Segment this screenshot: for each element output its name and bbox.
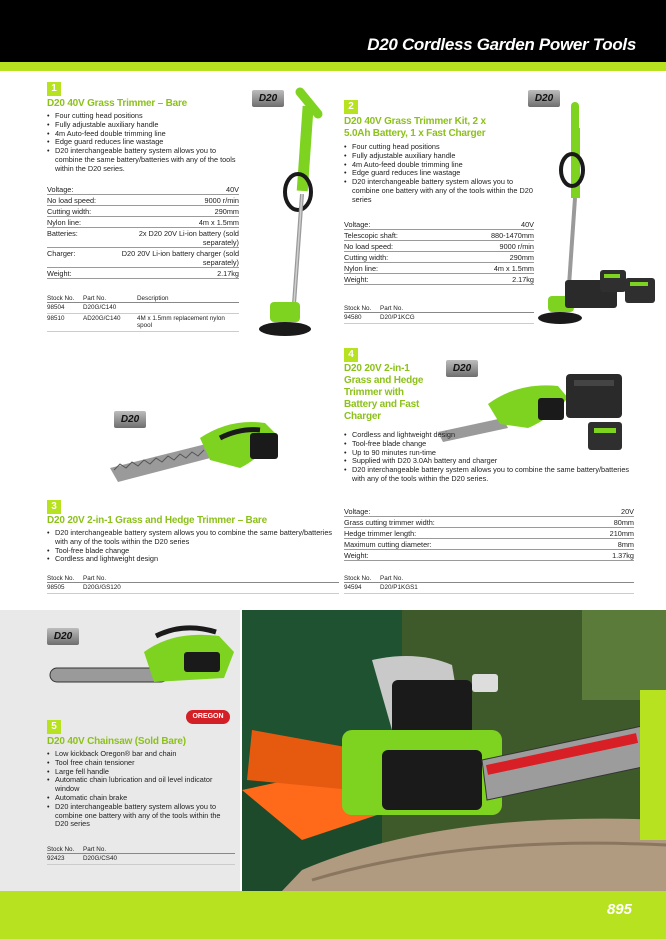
spec-value: 2x D20 20V Li-ion battery (sold separately) xyxy=(138,229,239,247)
stock-cell-stock: 98510 xyxy=(47,314,65,322)
d20-logo: D20 xyxy=(47,628,79,645)
spec-value: 20V xyxy=(621,507,634,516)
feature-item: • Cordless and lightweight design xyxy=(47,555,337,564)
stock-cell-part: D20G/C140 xyxy=(83,304,117,311)
stock-table xyxy=(47,846,235,865)
feature-list xyxy=(47,750,235,829)
page-number: 895 xyxy=(606,901,632,918)
spec-label: Weight: xyxy=(344,551,369,560)
stock-cell-stock: 94594 xyxy=(344,584,362,591)
spec-row xyxy=(47,195,239,206)
spec-row xyxy=(344,252,534,263)
stock-table-header xyxy=(47,575,339,583)
grass-trimmer-kit-image xyxy=(520,100,660,330)
d20-logo: D20 xyxy=(252,90,284,107)
grass-trimmer-image xyxy=(240,84,330,339)
spec-label: No load speed: xyxy=(47,196,97,205)
oregon-logo: OREGON xyxy=(186,710,230,724)
feature-item: • 4m Auto-feed double trimming line xyxy=(344,161,534,170)
stock-header-part: Part No. xyxy=(380,575,404,582)
stock-row xyxy=(344,313,534,324)
feature-item: • Supplied with D20 3.0Ah battery and charger xyxy=(344,457,640,466)
spec-value: 210mm xyxy=(609,529,634,538)
spec-label: Charger: xyxy=(47,249,76,258)
spec-label: Batteries: xyxy=(47,229,78,238)
product-title: D20 40V Grass Trimmer Kit, 2 x 5.0Ah Battery, 1 x Fast Charger xyxy=(344,116,486,139)
stock-row xyxy=(47,314,239,332)
stock-table-header xyxy=(344,575,634,583)
spec-value: D20 20V Li-ion battery charger (sold separately) xyxy=(121,249,239,267)
feature-item: • 4m Auto-feed double trimming line xyxy=(47,130,239,139)
spec-value: 4m x 1.5mm xyxy=(493,264,534,273)
stock-table xyxy=(47,295,239,332)
spec-label: Voltage: xyxy=(344,220,371,229)
stock-header-stock: Stock No. xyxy=(47,575,75,582)
spec-value: 2.17kg xyxy=(217,269,239,278)
page-header xyxy=(0,0,666,62)
stock-cell-part: AD20G/C140 xyxy=(83,314,121,322)
stock-header-desc: Description xyxy=(137,295,169,302)
spec-table xyxy=(47,184,239,279)
spec-label: Grass cutting trimmer width: xyxy=(344,518,435,527)
spec-value: 4m x 1.5mm xyxy=(198,218,239,227)
feature-item: • Cordless and lightweight design xyxy=(344,431,640,440)
stock-header-stock: Stock No. xyxy=(344,575,372,582)
d20-logo: D20 xyxy=(528,90,560,107)
spec-label: Voltage: xyxy=(47,185,74,194)
spec-value: 9000 r/min xyxy=(204,196,239,205)
spec-value: 2.17kg xyxy=(512,275,534,284)
feature-item: • Tool-free blade change xyxy=(47,547,337,556)
side-accent-strip xyxy=(640,690,666,840)
spec-row xyxy=(344,241,534,252)
stock-cell-stock: 98505 xyxy=(47,584,65,591)
feature-item: • D20 interchangeable battery system allows you to combine the same battery/batteries with any of the tools within the D20 series. xyxy=(47,147,239,173)
product-number-badge: 2 xyxy=(344,100,358,114)
product-title: D20 20V 2-in-1 Grass and Hedge Trimmer with Battery and Fast Charger xyxy=(344,363,424,422)
feature-item: • D20 interchangeable battery system allows you to combine the same battery/batteries with any of the tools within the D20 series xyxy=(47,529,337,547)
spec-label: Nylon line: xyxy=(47,218,82,227)
spec-row xyxy=(47,217,239,228)
spec-label: Cutting width: xyxy=(344,253,389,262)
feature-item: • Four cutting head positions xyxy=(344,143,534,152)
feature-item: • Fully adjustable auxiliary handle xyxy=(47,121,239,130)
spec-row xyxy=(47,206,239,217)
page-title: D20 Cordless Garden Power Tools xyxy=(367,35,636,54)
stock-cell-stock: 94580 xyxy=(344,314,362,321)
feature-item: • D20 interchangeable battery system allows you to combine one battery with any of the tools within the D20 series xyxy=(344,178,534,204)
stock-header-part: Part No. xyxy=(83,295,107,302)
spec-value: 80mm xyxy=(613,518,634,527)
chainsaw-in-use-photo xyxy=(242,610,666,891)
stock-header-part: Part No. xyxy=(83,846,107,853)
product-number-badge: 1 xyxy=(47,82,61,96)
stock-row xyxy=(47,303,239,314)
feature-list xyxy=(344,143,534,205)
spec-value: 9000 r/min xyxy=(499,242,534,251)
stock-header-part: Part No. xyxy=(380,305,404,312)
spec-label: Nylon line: xyxy=(344,264,379,273)
feature-item: • Up to 90 minutes run-time xyxy=(344,449,640,458)
spec-row xyxy=(344,550,634,561)
feature-item: • Large fell handle xyxy=(47,768,235,777)
feature-item: • Edge guard reduces line wastage xyxy=(47,138,239,147)
product-title: D20 20V 2-in-1 Grass and Hedge Trimmer – Bare xyxy=(47,515,267,526)
spec-value: 290mm xyxy=(509,253,534,262)
spec-value: 1.37kg xyxy=(612,551,634,560)
stock-table xyxy=(344,575,634,594)
stock-table xyxy=(47,575,339,594)
spec-table xyxy=(344,219,534,285)
product-number-badge: 4 xyxy=(344,348,358,362)
spec-label: Cutting width: xyxy=(47,207,92,216)
spec-row xyxy=(344,539,634,550)
spec-row xyxy=(47,184,239,195)
spec-row xyxy=(47,228,239,248)
spec-value: 290mm xyxy=(214,207,239,216)
feature-item: • D20 interchangeable battery system allows you to combine the same battery/batteries with any of the tools within the D20 series. xyxy=(344,466,640,484)
feature-list xyxy=(47,112,239,174)
feature-item: • Four cutting head positions xyxy=(47,112,239,121)
spec-label: Maximum cutting diameter: xyxy=(344,540,432,549)
product-number-badge: 3 xyxy=(47,500,61,514)
stock-header-stock: Stock No. xyxy=(344,305,372,312)
stock-header-stock: Stock No. xyxy=(47,846,75,853)
feature-item: • Automatic chain lubrication and oil level indicator window xyxy=(47,776,235,794)
spec-row xyxy=(344,219,534,230)
stock-cell-part: D20G/GS120 xyxy=(83,584,121,591)
stock-table-header xyxy=(344,305,534,313)
spec-value: 40V xyxy=(521,220,534,229)
spec-label: No load speed: xyxy=(344,242,394,251)
chainsaw-image xyxy=(44,622,244,702)
spec-value: 8mm xyxy=(617,540,634,549)
stock-cell-desc: 4M x 1.5mm replacement nylon spool xyxy=(137,314,225,329)
stock-table-header xyxy=(47,295,239,303)
feature-item: • Tool free chain tensioner xyxy=(47,759,235,768)
spec-value: 880-1470mm xyxy=(491,231,534,240)
stock-cell-part: D20/P1KGS1 xyxy=(380,584,418,591)
feature-item: • Automatic chain brake xyxy=(47,794,235,803)
d20-logo: D20 xyxy=(446,360,478,377)
feature-list xyxy=(47,529,337,564)
stock-row xyxy=(344,583,634,594)
feature-item: • D20 interchangeable battery system allows you to combine one battery with any of the tools within the D20 series xyxy=(47,803,235,829)
spec-row xyxy=(47,248,239,268)
stock-header-stock: Stock No. xyxy=(47,295,75,302)
header-accent-bar xyxy=(0,62,666,71)
feature-item: • Tool-free blade change xyxy=(344,440,640,449)
product-title: D20 40V Chainsaw (Sold Bare) xyxy=(47,736,186,747)
spec-value: 40V xyxy=(226,185,239,194)
feature-list xyxy=(344,431,640,484)
spec-label: Hedge trimmer length: xyxy=(344,529,417,538)
spec-row xyxy=(344,230,534,241)
spec-row xyxy=(344,274,534,285)
spec-row xyxy=(344,506,634,517)
spec-row xyxy=(344,263,534,274)
stock-table xyxy=(344,305,534,324)
stock-cell-part: D20G/CS40 xyxy=(83,855,117,862)
stock-table-header xyxy=(47,846,235,854)
d20-logo: D20 xyxy=(114,411,146,428)
product-number-badge: 5 xyxy=(47,720,61,734)
stock-cell-part: D20/P1KCG xyxy=(380,314,415,321)
stock-row xyxy=(47,854,235,865)
spec-row xyxy=(47,268,239,279)
spec-row xyxy=(344,517,634,528)
stock-cell-stock: 98504 xyxy=(47,304,65,311)
spec-row xyxy=(344,528,634,539)
stock-row xyxy=(47,583,339,594)
page-footer xyxy=(0,891,666,939)
spec-label: Voltage: xyxy=(344,507,371,516)
spec-label: Weight: xyxy=(47,269,72,278)
spec-label: Telescopic shaft: xyxy=(344,231,398,240)
feature-item: • Edge guard reduces line wastage xyxy=(344,169,534,178)
stock-header-part: Part No. xyxy=(83,575,107,582)
stock-cell-stock: 92423 xyxy=(47,855,65,862)
spec-label: Weight: xyxy=(344,275,369,284)
feature-item: • Low kickback Oregon® bar and chain xyxy=(47,750,235,759)
feature-item: • Fully adjustable auxiliary handle xyxy=(344,152,534,161)
product-title: D20 40V Grass Trimmer – Bare xyxy=(47,98,188,109)
spec-table xyxy=(344,506,634,561)
stock-cell-desc xyxy=(137,304,239,312)
